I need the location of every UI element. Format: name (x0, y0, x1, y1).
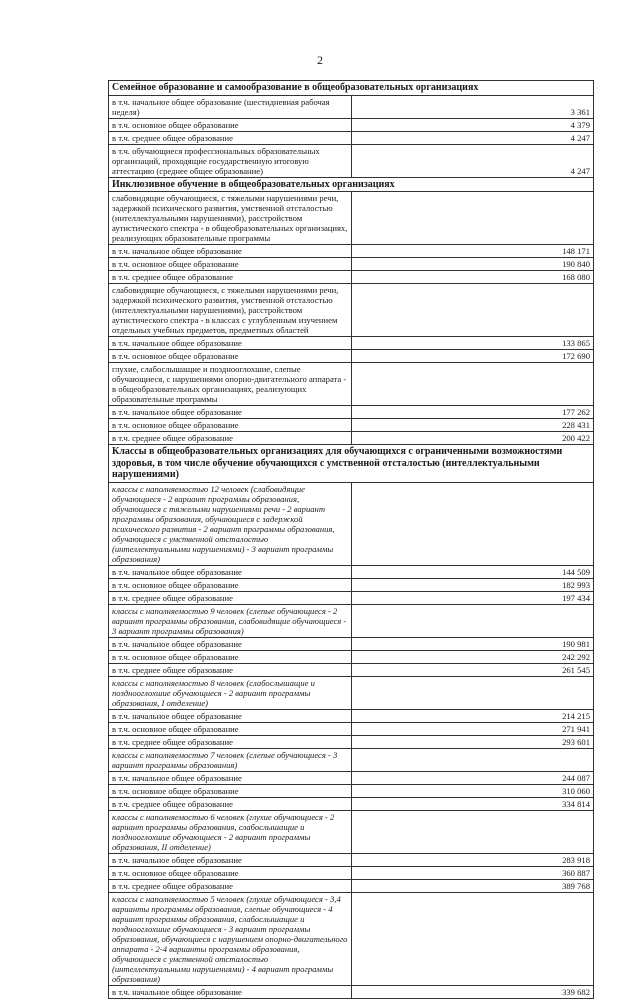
row-value: 190 981 (351, 637, 594, 650)
table-row (109, 985, 594, 998)
row-value: 148 171 (351, 245, 594, 258)
table-row (109, 591, 594, 604)
class-group-row (109, 604, 594, 637)
table-row (109, 853, 594, 866)
table-row (109, 284, 594, 337)
cost-table-body (109, 81, 594, 999)
row-value: 310 060 (351, 784, 594, 797)
row-label: в т.ч. основное общее образование (109, 419, 352, 432)
row-label: в т.ч. начальное общее образование (109, 337, 352, 350)
row-value: 271 941 (351, 722, 594, 735)
row-value: 172 690 (351, 350, 594, 363)
row-value: 293 601 (351, 735, 594, 748)
row-value: 334 814 (351, 797, 594, 810)
row-value (351, 482, 594, 565)
table-row (109, 663, 594, 676)
row-value: 3 361 (351, 95, 594, 118)
table-row (109, 866, 594, 879)
row-label: в т.ч. начальное общее образование (109, 853, 352, 866)
section-title: Инклюзивное обучение в общеобразовательных организациях (109, 177, 594, 192)
row-label: в т.ч. среднее общее образование (109, 591, 352, 604)
row-label: в т.ч. среднее общее образование (109, 735, 352, 748)
row-value: 4 379 (351, 118, 594, 131)
table-row (109, 735, 594, 748)
section-title: Семейное образование и самообразование в общеобразовательных организациях (109, 81, 594, 96)
row-label: в т.ч. среднее общее образование (109, 879, 352, 892)
table-row (109, 131, 594, 144)
row-value (351, 748, 594, 771)
table-row (109, 245, 594, 258)
table-row (109, 406, 594, 419)
row-label: в т.ч. начальное общее образование (109, 637, 352, 650)
row-label: в т.ч. основное общее образование (109, 350, 352, 363)
table-row (109, 722, 594, 735)
row-value: 177 262 (351, 406, 594, 419)
row-label: слабовидящие обучающиеся, с тяжелыми нарушениями речи, задержкой психического развития, умственной отсталостью (интеллектуальными нарушениями), расстройством аутистического спектра - в общеобразовательных организациях, реализующих образовательные программы (109, 192, 352, 245)
row-label: в т.ч. основное общее образование (109, 118, 352, 131)
row-label: классы с наполняемостью 9 человек (слепые обучающиеся - 2 вариант программы образования, слабовидящие обучающиеся - 3 вариант программы образования) (109, 604, 352, 637)
row-label: в т.ч. начальное общее образование (109, 709, 352, 722)
table-row (109, 363, 594, 406)
table-row (109, 784, 594, 797)
table-row (109, 258, 594, 271)
row-label: в т.ч. основное общее образование (109, 866, 352, 879)
section-title: Классы в общеобразовательных организациях для обучающихся с ограниченными возможностями здоровья, в том числе обучение обучающихся с умственной отсталостью (интеллектуальными нарушениями) (109, 445, 594, 483)
row-value: 4 247 (351, 144, 594, 177)
row-label: в т.ч. среднее общее образование (109, 663, 352, 676)
row-value: 283 918 (351, 853, 594, 866)
row-label: в т.ч. обучающиеся профессиональных образовательных организаций, проходящие государственную итоговую аттестацию (среднее общее образование) (109, 144, 352, 177)
row-value: 4 247 (351, 131, 594, 144)
section-header-row (109, 445, 594, 483)
row-value: 339 682 (351, 985, 594, 998)
table-row (109, 650, 594, 663)
row-label: в т.ч. начальное общее образование (шестидневная рабочая неделя) (109, 95, 352, 118)
row-label: в т.ч. начальное общее образование (109, 406, 352, 419)
row-label: классы с наполняемостью 6 человек (глухие обучающиеся - 2 вариант программы образования, слабослышащие и позднооглохшие обучающиеся - 2 вариант программы образования, II отделение) (109, 810, 352, 853)
row-label: в т.ч. среднее общее образование (109, 271, 352, 284)
row-value: 182 993 (351, 578, 594, 591)
row-label: в т.ч. начальное общее образование (109, 565, 352, 578)
row-value: 168 080 (351, 271, 594, 284)
class-group-row (109, 482, 594, 565)
row-value: 360 887 (351, 866, 594, 879)
row-label: слабовидящие обучающиеся, с тяжелыми нарушениями речи, задержкой психического развития, умственной отсталостью (интеллектуальными нарушениями), расстройством аутистического спектра - в классах с углубленным изучением отдельных учебных предметов, предметных областей (109, 284, 352, 337)
row-value: 197 434 (351, 591, 594, 604)
row-value (351, 192, 594, 245)
row-value (351, 284, 594, 337)
row-value: 200 422 (351, 432, 594, 445)
table-row (109, 709, 594, 722)
row-label: в т.ч. основное общее образование (109, 578, 352, 591)
row-value (351, 604, 594, 637)
table-row (109, 118, 594, 131)
table-row (109, 337, 594, 350)
table-row (109, 144, 594, 177)
row-label: в т.ч. среднее общее образование (109, 797, 352, 810)
section-header-row (109, 81, 594, 96)
cost-table (108, 80, 594, 999)
row-label: в т.ч. начальное общее образование (109, 245, 352, 258)
row-label: в т.ч. начальное общее образование (109, 985, 352, 998)
row-label: классы с наполняемостью 7 человек (слепые обучающиеся - 3 вариант программы образования) (109, 748, 352, 771)
section-header-row (109, 177, 594, 192)
table-row (109, 565, 594, 578)
table-row (109, 192, 594, 245)
row-value (351, 676, 594, 709)
row-label: классы с наполняемостью 8 человек (слабослышащие и позднооглохшие обучающиеся - 2 вариант программы образования, I отделение) (109, 676, 352, 709)
row-value: 214 215 (351, 709, 594, 722)
table-row (109, 95, 594, 118)
row-value: 389 768 (351, 879, 594, 892)
table-row (109, 771, 594, 784)
class-group-row (109, 892, 594, 985)
row-value (351, 892, 594, 985)
class-group-row (109, 676, 594, 709)
row-label: глухие, слабослышащие и позднооглохшие, слепые обучающиеся, с нарушениями опорно-двигательного аппарата - в общеобразовательных организациях, реализующих образовательные программы (109, 363, 352, 406)
row-label: в т.ч. среднее общее образование (109, 432, 352, 445)
row-value: 242 292 (351, 650, 594, 663)
class-group-row (109, 748, 594, 771)
row-value: 190 840 (351, 258, 594, 271)
row-label: в т.ч. начальное общее образование (109, 771, 352, 784)
table-row (109, 432, 594, 445)
row-value: 228 431 (351, 419, 594, 432)
row-value: 261 545 (351, 663, 594, 676)
table-row (109, 578, 594, 591)
row-label: в т.ч. среднее общее образование (109, 131, 352, 144)
table-row (109, 637, 594, 650)
table-row (109, 879, 594, 892)
table-row (109, 350, 594, 363)
table-row (109, 797, 594, 810)
table-row (109, 271, 594, 284)
class-group-row (109, 810, 594, 853)
row-label: в т.ч. основное общее образование (109, 650, 352, 663)
row-label: классы с наполняемостью 5 человек (глухие обучающиеся - 3,4 варианты программы образования, слепые обучающиеся - 4 вариант программы образования, слабослышащие и позднооглохшие обучающиеся - 3 вариант программы образования, обучающиеся с нарушением опорно-двигательного аппарата - 2-4 варианты программы образования, обучающиеся с умственной отсталостью (интеллектуальными нарушениями) - 4 вариант программы образования) (109, 892, 352, 985)
row-value (351, 810, 594, 853)
row-value: 133 865 (351, 337, 594, 350)
row-label: в т.ч. основное общее образование (109, 722, 352, 735)
row-value (351, 363, 594, 406)
row-label: в т.ч. основное общее образование (109, 784, 352, 797)
row-value: 244 087 (351, 771, 594, 784)
table-row (109, 419, 594, 432)
row-label: в т.ч. основное общее образование (109, 258, 352, 271)
page-number: 2 (317, 53, 323, 67)
row-label: классы с наполняемостью 12 человек (слабовидящие обучающиеся - 2 вариант программы образования, обучающиеся с тяжелыми нарушениями речи - 2 вариант программы образования, обучающиеся с задержкой психического развития - 2 вариант программы образования, обучающиеся с умственной отсталостью (интеллектуальными нарушениями) - 3 вариант программы образования) (109, 482, 352, 565)
row-value: 144 509 (351, 565, 594, 578)
